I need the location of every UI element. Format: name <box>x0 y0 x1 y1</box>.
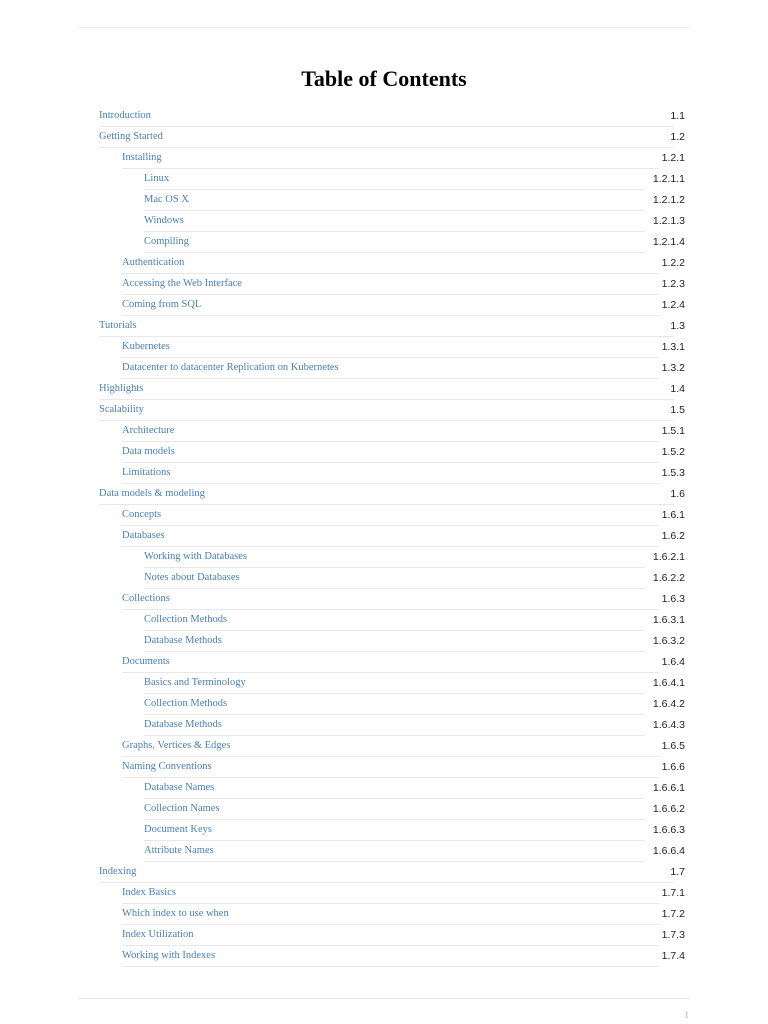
toc-entry-number: 1.6.3.2 <box>652 635 685 647</box>
toc-entry-link[interactable]: Data models <box>122 446 175 457</box>
toc-entry-link[interactable]: Scalability <box>99 404 144 415</box>
toc-entry-link[interactable]: Databases <box>122 530 165 541</box>
toc-entry-link[interactable]: Working with Databases <box>144 551 247 562</box>
toc-entry[interactable] <box>99 883 686 904</box>
toc-entry[interactable] <box>99 274 686 295</box>
toc-entry[interactable] <box>99 568 686 589</box>
toc-entry-number: 1.6.4.3 <box>652 719 685 731</box>
toc-entry-link[interactable]: Concepts <box>122 509 162 520</box>
toc-entry-number: 1.2.1.2 <box>652 194 685 206</box>
toc-entry[interactable] <box>99 610 686 631</box>
toc-entry-link[interactable]: Getting Started <box>99 131 163 142</box>
toc-entry-number: 1.3 <box>670 320 685 332</box>
toc-entry[interactable] <box>99 757 686 778</box>
toc-entry-link[interactable]: Basics and Terminology <box>144 677 246 688</box>
toc-entry-number: 1.6.2.2 <box>652 572 685 584</box>
toc-entry-link[interactable]: Documents <box>122 656 170 667</box>
toc-entry[interactable] <box>99 106 686 127</box>
page-number: 1 <box>684 1010 689 1020</box>
toc-entry-link[interactable]: Accessing the Web Interface <box>122 278 242 289</box>
toc-entry[interactable] <box>99 484 686 505</box>
toc-entry-link[interactable]: Mac OS X <box>144 194 189 205</box>
toc-entry[interactable] <box>99 736 686 757</box>
toc-entry[interactable] <box>99 337 686 358</box>
toc-entry-link[interactable]: Collection Names <box>144 803 220 814</box>
toc-entry[interactable] <box>99 589 686 610</box>
toc-entry-link[interactable]: Naming Conventions <box>122 761 212 772</box>
toc-entry-number: 1.7 <box>670 866 685 878</box>
toc-entry-link[interactable]: Database Methods <box>144 719 222 730</box>
toc-entry-link[interactable]: Attribute Names <box>144 845 214 856</box>
toc-entry-number: 1.2.1 <box>661 152 685 164</box>
toc-entry-link[interactable]: Introduction <box>99 110 151 121</box>
toc-entry-link[interactable]: Tutorials <box>99 320 137 331</box>
toc-entry[interactable] <box>99 505 686 526</box>
toc-entry-number: 1.7.2 <box>661 908 685 920</box>
toc-entry-link[interactable]: Authentication <box>122 257 185 268</box>
toc-entry-number: 1.6.4.2 <box>652 698 685 710</box>
toc-entry[interactable] <box>99 652 686 673</box>
toc-entry[interactable] <box>99 421 686 442</box>
toc-entry[interactable] <box>99 253 686 274</box>
toc-entry-link[interactable]: Indexing <box>99 866 137 877</box>
toc-entry-link[interactable]: Linux <box>144 173 170 184</box>
table-of-contents <box>99 106 686 967</box>
toc-entry-link[interactable]: Windows <box>144 215 184 226</box>
toc-entry[interactable] <box>99 169 686 190</box>
toc-entry[interactable] <box>99 862 686 883</box>
toc-entry-number: 1.5.1 <box>661 425 685 437</box>
toc-entry[interactable] <box>99 904 686 925</box>
toc-entry-number: 1.2.4 <box>661 299 685 311</box>
toc-entry-number: 1.7.1 <box>661 887 685 899</box>
toc-entry-link[interactable]: Database Names <box>144 782 215 793</box>
toc-entry-link[interactable]: Which index to use when <box>122 908 229 919</box>
toc-entry[interactable] <box>99 820 686 841</box>
toc-entry[interactable] <box>99 148 686 169</box>
toc-entry[interactable] <box>99 547 686 568</box>
toc-entry[interactable] <box>99 526 686 547</box>
toc-entry-number: 1.6.4.1 <box>652 677 685 689</box>
toc-entry[interactable] <box>99 925 686 946</box>
toc-entry-number: 1.7.3 <box>661 929 685 941</box>
toc-entry-link[interactable]: Database Methods <box>144 635 222 646</box>
toc-entry[interactable] <box>99 463 686 484</box>
toc-entry[interactable] <box>99 400 686 421</box>
toc-entry[interactable] <box>99 295 686 316</box>
toc-entry[interactable] <box>99 799 686 820</box>
toc-entry-number: 1.2.2 <box>661 257 685 269</box>
toc-entry-number: 1.2.1.4 <box>652 236 685 248</box>
toc-entry-number: 1.5.3 <box>661 467 685 479</box>
toc-entry-link[interactable]: Compiling <box>144 236 189 247</box>
toc-entry-number: 1.6 <box>670 488 685 500</box>
toc-entry-link[interactable]: Architecture <box>122 425 175 436</box>
toc-entry[interactable] <box>99 316 686 337</box>
bottom-divider <box>78 998 690 999</box>
toc-entry-number: 1.6.6 <box>661 761 685 773</box>
toc-entry-number: 1.6.2.1 <box>652 551 685 563</box>
toc-entry-number: 1.2.3 <box>661 278 685 290</box>
toc-entry[interactable] <box>99 358 686 379</box>
toc-entry[interactable] <box>99 631 686 652</box>
toc-entry-link[interactable]: Collections <box>122 593 170 604</box>
toc-entry-number: 1.5.2 <box>661 446 685 458</box>
toc-entry[interactable] <box>99 694 686 715</box>
toc-entry-number: 1.6.5 <box>661 740 685 752</box>
toc-entry-number: 1.3.1 <box>661 341 685 353</box>
toc-entry-link[interactable]: Document Keys <box>144 824 212 835</box>
toc-entry-number: 1.6.3 <box>661 593 685 605</box>
toc-entry[interactable] <box>99 211 686 232</box>
toc-entry-link[interactable]: Collection Methods <box>144 614 228 625</box>
toc-entry-link[interactable]: Coming from SQL <box>122 299 202 310</box>
toc-entry-link[interactable]: Highlights <box>99 383 144 394</box>
toc-entry[interactable] <box>99 715 686 736</box>
toc-entry[interactable] <box>99 232 686 253</box>
toc-entry-number: 1.6.4 <box>661 656 685 668</box>
toc-entry-number: 1.4 <box>670 383 685 395</box>
toc-entry-number: 1.6.6.4 <box>652 845 685 857</box>
toc-entry-number: 1.2.1.1 <box>652 173 685 185</box>
toc-entry[interactable] <box>99 379 686 400</box>
toc-entry-number: 1.6.1 <box>661 509 685 521</box>
toc-entry-number: 1.6.3.1 <box>652 614 685 626</box>
toc-entry[interactable] <box>99 127 686 148</box>
toc-entry[interactable] <box>99 841 686 862</box>
toc-entry-number: 1.2 <box>670 131 685 143</box>
toc-entry-number: 1.3.2 <box>661 362 685 374</box>
toc-entry-link[interactable]: Limitations <box>122 467 171 478</box>
toc-entry-number: 1.6.6.1 <box>652 782 685 794</box>
toc-entry-link[interactable]: Collection Methods <box>144 698 228 709</box>
toc-entry-link[interactable]: Kubernetes <box>122 341 170 352</box>
toc-entry-link[interactable]: Graphs, Vertices & Edges <box>122 740 231 751</box>
toc-entry[interactable] <box>99 778 686 799</box>
toc-entry-link[interactable]: Index Basics <box>122 887 176 898</box>
toc-entry-link[interactable]: Datacenter to datacenter Replication on Kubernetes <box>122 362 339 373</box>
toc-entry-underline <box>122 966 659 967</box>
toc-entry-number: 1.6.6.2 <box>652 803 685 815</box>
toc-entry-number: 1.6.2 <box>661 530 685 542</box>
toc-entry-number: 1.6.6.3 <box>652 824 685 836</box>
toc-entry-number: 1.1 <box>670 110 685 122</box>
top-divider <box>78 27 690 28</box>
toc-entry[interactable] <box>99 442 686 463</box>
toc-entry-link[interactable]: Notes about Databases <box>144 572 240 583</box>
toc-entry-number: 1.5 <box>670 404 685 416</box>
toc-entry-link[interactable]: Installing <box>122 152 162 163</box>
toc-entry-link[interactable]: Index Utilization <box>122 929 194 940</box>
toc-entry-number: 1.2.1.3 <box>652 215 685 227</box>
toc-entry-link[interactable]: Working with Indexes <box>122 950 216 961</box>
page-title: Table of Contents <box>301 66 467 91</box>
toc-entry[interactable] <box>99 946 686 967</box>
toc-entry[interactable] <box>99 190 686 211</box>
toc-entry[interactable] <box>99 673 686 694</box>
toc-entry-number: 1.7.4 <box>661 950 685 962</box>
toc-entry-link[interactable]: Data models & modeling <box>99 488 205 499</box>
